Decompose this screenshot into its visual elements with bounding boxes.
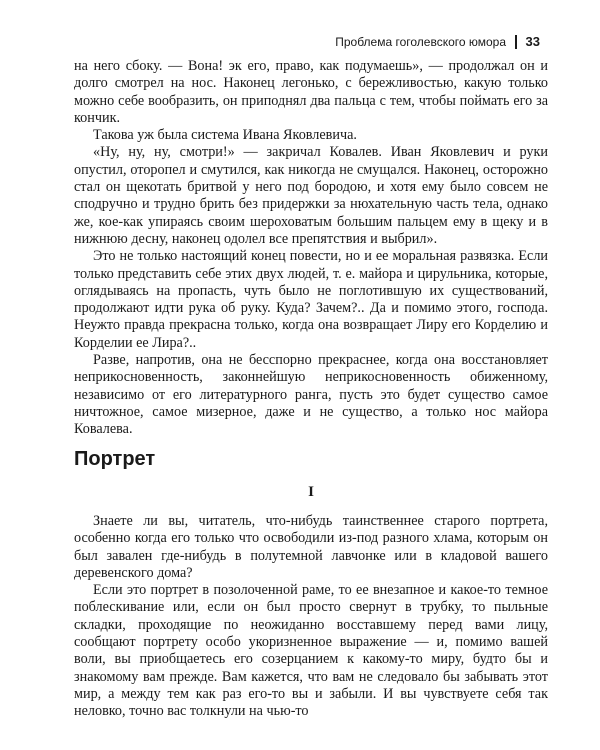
text-block-top <box>74 58 548 439</box>
paragraph: на него сбоку. — Вона! эк его, право, как подумаешь», — продолжал он и долго смотрел на нос. Наконец легонько, с бережливостью, какую только можно себе вообразить, он приподнял два пальца с тем, чтобы поймать его за кончик. <box>74 58 548 126</box>
paragraph: Такова уж была система Ивана Яковлевича. <box>93 127 357 144</box>
running-head <box>335 34 540 49</box>
paragraph: Разве, напротив, она не бесспорно прекраснее, когда она восстановляет неприкосновенность, законнейшую неприкосновенность обиженному, независимо от его литературного ранга, пусть это будет существо самое ничтожное, самое мизерное, даже и не существо, а только нос майора Ковалева. <box>74 352 548 438</box>
page-number: 33 <box>525 34 540 49</box>
paragraph: Знаете ли вы, читатель, что-нибудь таинственнее старого портрета, особенно когда его только что освободили из-под разного хлама, которым он был завален где-нибудь в полутемной лавчонке или в кладовой вашего деревенского дома? <box>74 513 548 581</box>
paragraph: Это не только настоящий конец повести, но и ее моральная развязка. Если только представить себе этих двух людей, т. е. майора и цирульника, которые, оглядываясь на пропасть, чуть было не поглотившую их существований, продолжают идти рука об руку. Куда? Зачем?.. Да и помимо этого, господа. Неужто правда прекрасна только, когда она возвращает Лиру его Корделию и Корделии ее Лира?.. <box>74 248 548 351</box>
paragraph: Если это портрет в позолоченной раме, то ее внезапное и какое-то темное поблескивание или, если он был просто свернут в трубку, то пыльные складки, проходящие по неожиданно восставшему перед вами лицу, сообщают портрету особо укоризненное выражение — и, помимо вашей воли, вы приобщаетесь его созерцанием к какому-то миру, будто бы и знакомому вам прежде. Вам кажется, что вам не следовало бы забывать этот мир, а между тем как раз его-то вы и забыли. И вы чувствуете себя так неловко, точно вас толкнули на чью-то <box>74 582 548 720</box>
running-head-divider <box>515 35 517 49</box>
paragraph: «Ну, ну, ну, смотри!» — закричал Ковалев. Иван Яковлевич и руки опустил, оторопел и смутился, как никогда не смущался. Наконец, осторожно стал он щекотать бритвой у него под бородою, и хотя ему было совсем не сподручно и трудно брить без придержки за нюхательную часть тела, однако же, кое-как упираясь своим шероховатым большим пальцем ему в щеку и в нижнюю десну, наконец одолел все препятствия и выбрил». <box>74 144 548 247</box>
section-title: Портрет <box>74 448 156 470</box>
running-head-title: Проблема гоголевского юмора <box>335 34 507 49</box>
text-block-bottom <box>74 513 548 721</box>
chapter-numeral: I <box>308 484 314 500</box>
